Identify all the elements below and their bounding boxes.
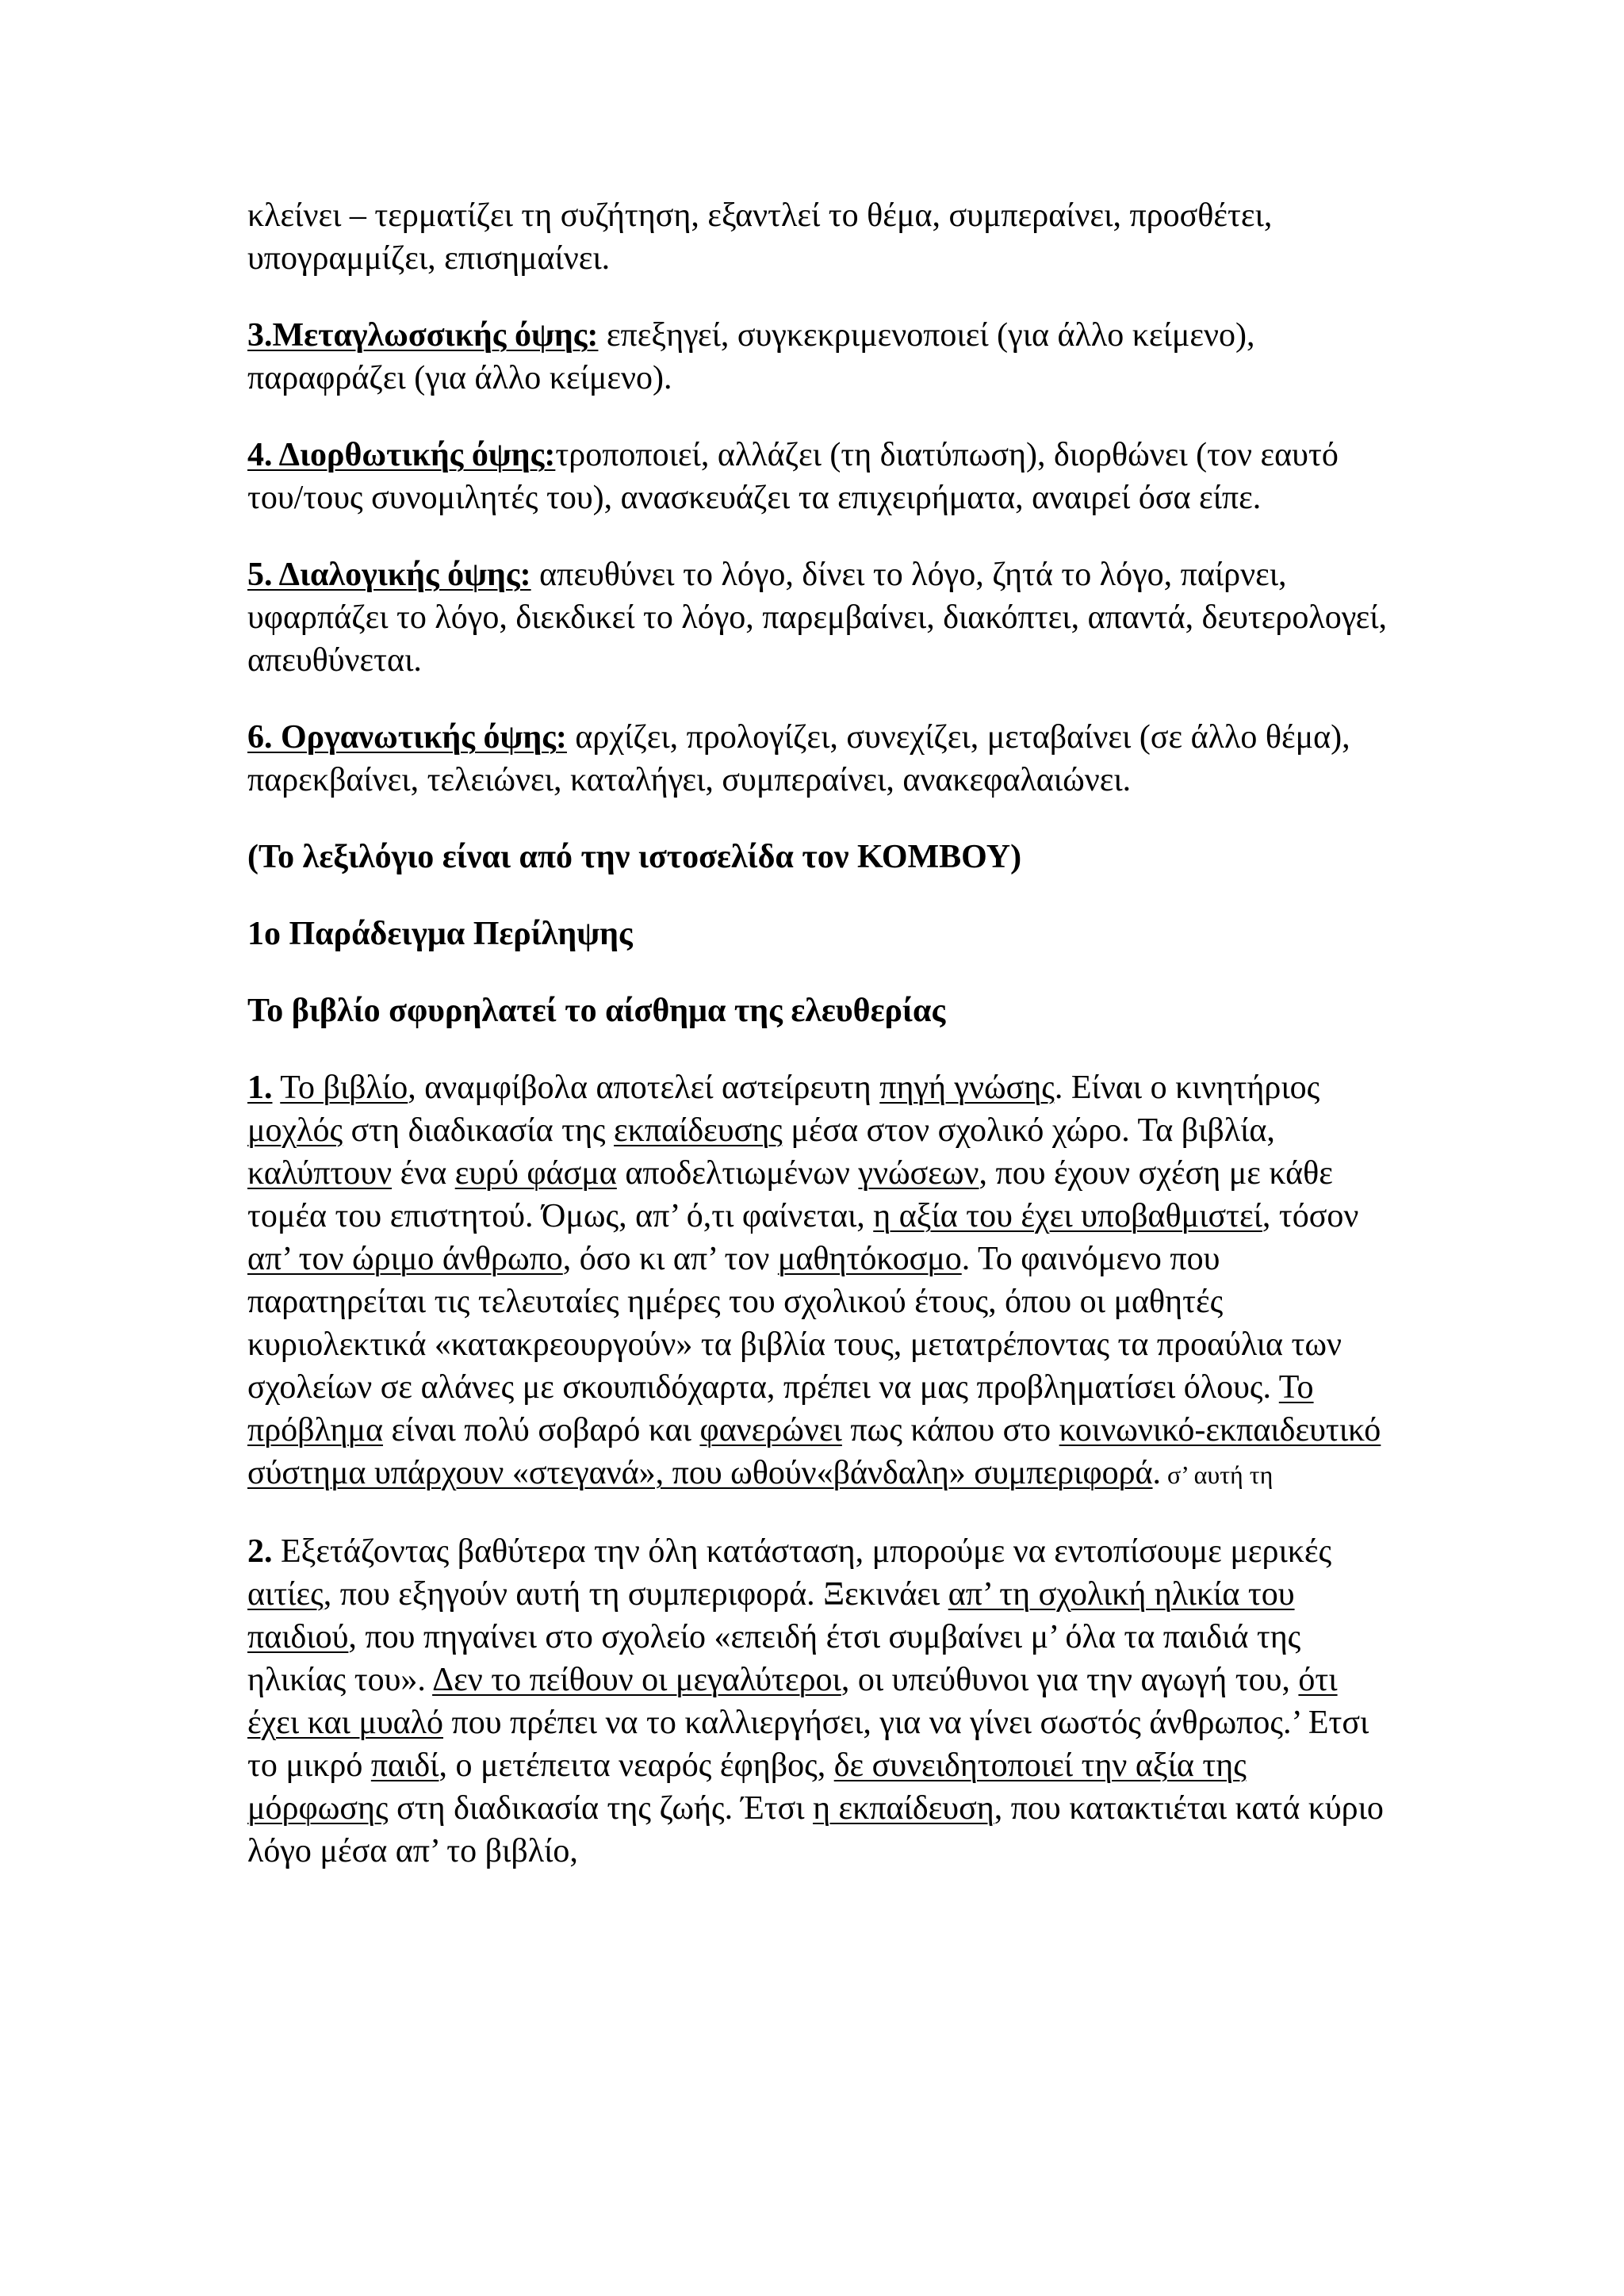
article-paragraph-2 xyxy=(247,1530,1389,1873)
article-paragraph-1 xyxy=(247,1066,1389,1496)
paragraph-2-run: ότι έχει και μυαλό xyxy=(247,1662,1338,1741)
paragraph-2-run: , που πηγαίνει στο σχολείο «επειδή έτσι συμβαίνει μ’ όλα τα παιδιά της ηλικίας του». xyxy=(247,1619,1301,1698)
paragraph-1-run: κοινωνικό-εκπαιδευτικό σύστημα υπάρχουν «στεγανά», που ωθούν«βάνδαλη» συμπεριφορά xyxy=(247,1412,1381,1491)
paragraph-2-run: Εξετάζοντας βαθύτερα την όλη κατάσταση, μπορούμε να εντοπίσουμε μερικές xyxy=(272,1533,1332,1570)
paragraph-1-run: , τόσον xyxy=(1262,1198,1359,1234)
paragraph-1-run: γνώσεων xyxy=(858,1155,979,1192)
intro-paragraph: κλείνει – τερματίζει τη συζήτηση, εξαντλεί το θέμα, συμπεραίνει, προσθέτει, υπογραμμίζει, επισημαίνει. xyxy=(247,197,1273,277)
example-heading: 1ο Παράδειγμα Περίληψης xyxy=(247,916,633,952)
paragraph-1-run: . Είναι ο κινητήριος xyxy=(1054,1070,1320,1106)
section-6 xyxy=(247,716,1389,802)
paragraph-2-run: , ο μετέπειτα νεαρός έφηβος, xyxy=(439,1747,834,1784)
paragraph-1-run: , όσο κι απ’ τον xyxy=(562,1241,778,1277)
paragraph-1-run: είναι πολύ σοβαρό και xyxy=(383,1412,700,1448)
paragraph-2-run: η εκπαίδευση xyxy=(813,1790,994,1827)
paragraph-1-run: εκπαίδευσης xyxy=(614,1112,783,1149)
paragraph-2-run: στη διαδικασία της ζωής. Έτσι xyxy=(388,1790,814,1827)
section-3-heading: 3.Μεταγλωσσικής όψης: xyxy=(247,317,599,354)
paragraph-2-run: που πρέπει να το καλλιεργήσει, για να γίνει σωστός άνθρωπος.’ Ετσι το μικρό xyxy=(247,1705,1369,1784)
section-5 xyxy=(247,553,1389,682)
section-5-heading: 5. Διαλογικής όψης: xyxy=(247,557,531,593)
paragraph-1-run: η αξία του έχει υποβαθμιστεί xyxy=(873,1198,1262,1234)
paragraph-1-run: σ’ αυτή τη xyxy=(1161,1460,1274,1489)
paragraph-1-run xyxy=(273,1070,281,1106)
paragraph-1-run: . Το φαινόμενο που παρατηρείται τις τελευταίες ημέρες του σχολικού έτους, όπου οι μαθητές κυριολεκτικά «κατακρεουργούν» τα βιβλία τους, μετατρέποντας τα προαύλια των σχολείων σε αλάνες με σκουπιδόχαρτα, πρέπει να μας προβληματίσει όλους. xyxy=(247,1241,1342,1406)
paragraph-2-run: δε συνειδητοποιεί την αξία της μόρφωσης xyxy=(247,1747,1247,1827)
paragraph-1-run: φανερώνει xyxy=(699,1412,842,1448)
paragraph-1-run: , αναμφίβολα αποτελεί αστείρευτη xyxy=(408,1070,880,1106)
document-body xyxy=(247,194,1389,1907)
section-5-text: απευθύνει το λόγο, δίνει το λόγο, ζητά το λόγο, παίρνει, υφαρπάζει το λόγο, διεκδικεί το λόγο, παρεμβαίνει, διακόπτει, απαντά, δευτερολογεί, απευθύνεται. xyxy=(247,557,1388,679)
paragraph-1-run: πως κάπου στο xyxy=(841,1412,1059,1448)
paragraph-1-run: , που έχουν σχέση με κάθε τομέα του επιστητού. Όμως, απ’ ό,τι φαίνεται, xyxy=(247,1155,1333,1234)
paragraph-2-run: , που εξηγούν αυτή τη συμπεριφορά. Ξεκινάει xyxy=(323,1576,948,1613)
paragraph-1-run: ευρύ φάσμα xyxy=(454,1155,617,1192)
paragraph-1-run: ένα xyxy=(392,1155,455,1192)
paragraph-1-run: Το βιβλίο xyxy=(280,1070,408,1106)
paragraph-1-run: στη διαδικασία της xyxy=(343,1112,615,1149)
paragraph-1-run: 1. xyxy=(247,1070,273,1106)
section-4-heading: 4. Διορθωτικής όψης: xyxy=(247,437,556,473)
paragraph-1-run: . xyxy=(1152,1455,1162,1491)
paragraph-1-run: καλύπτουν xyxy=(247,1155,393,1192)
paragraph-1-run: απ’ τον ώριμο άνθρωπο xyxy=(247,1241,563,1277)
paragraph-1-run: πηγή γνώσης xyxy=(879,1070,1055,1106)
section-4 xyxy=(247,434,1389,519)
article-title: Το βιβλίο σφυρηλατεί το αίσθημα της ελευθερίας xyxy=(247,993,946,1029)
source-note: (Το λεξιλόγιο είναι από την ιστοσελίδα τον ΚΟΜΒΟΥ) xyxy=(247,839,1022,875)
section-6-heading: 6. Οργανωτικής όψης: xyxy=(247,719,567,756)
section-6-text: αρχίζει, προλογίζει, συνεχίζει, μεταβαίνει (σε άλλο θέμα), παρεκβαίνει, τελειώνει, καταλήγει, συμπεραίνει, ανακεφαλαιώνει. xyxy=(247,719,1350,798)
paragraph-1-run: μοχλός xyxy=(247,1112,343,1149)
section-3-text: επεξηγεί, συγκεκριμενοποιεί (για άλλο κείμενο), παραφράζει (για άλλο κείμενο). xyxy=(247,317,1255,396)
paragraph-1-run: μέσα στον σχολικό χώρο. Τα βιβλία, xyxy=(782,1112,1275,1149)
paragraph-2-run: 2. xyxy=(247,1533,273,1570)
section-4-text: τροποποιεί, αλλάζει (τη διατύπωση), διορθώνει (τον εαυτό του/τους συνομιλητές του), ανασκευάζει τα επιχειρήματα, αναιρεί όσα είπε. xyxy=(247,437,1339,516)
paragraph-2-run: αιτίες xyxy=(247,1576,324,1613)
paragraph-1-run: αποδελτιωμένων xyxy=(616,1155,859,1192)
paragraph-2-run: , οι υπεύθυνοι για την αγωγή του, xyxy=(841,1662,1299,1698)
paragraph-1-run: Το πρόβλημα xyxy=(247,1369,1314,1448)
paragraph-2-run: απ’ τη σχολική ηλικία του παιδιού xyxy=(247,1576,1295,1655)
paragraph-2-run: Δεν το πείθουν οι μεγαλύτεροι xyxy=(432,1662,841,1698)
section-3 xyxy=(247,314,1389,400)
paragraph-1-run: μαθητόκοσμο xyxy=(777,1241,962,1277)
paragraph-2-run: παιδί xyxy=(370,1747,439,1784)
paragraph-2-run: , που κατακτιέται κατά κύριο λόγο μέσα απ’ το βιβλίο, xyxy=(247,1790,1384,1869)
